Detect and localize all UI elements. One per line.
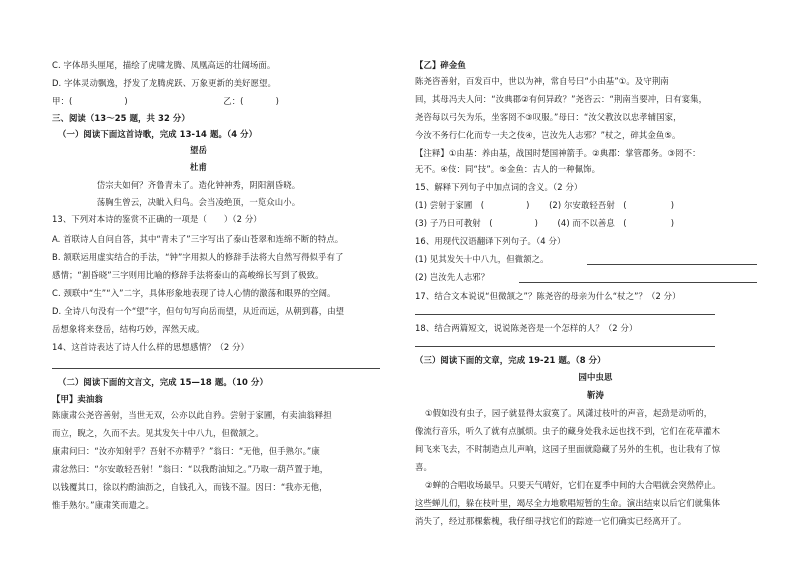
q16-item: (1) 见其发矢十中八九，但微颔之。 (415, 254, 549, 264)
sub-section-one-heading: （一）阅读下面这首诗歌，完成 13-14 题。（4 分） (58, 129, 258, 139)
essay-line-underlined: 这些蝉儿们，躲在枝叶里，竭尽全力地歌唱短暂的生命。演出结束以后它们就集体 (415, 498, 721, 508)
underline-mark (415, 509, 653, 510)
passage-yi-line: 回，其母冯夫人问：“汝典郡②有何异政？”尧咨云：“荆南当要冲，日有宴集， (415, 94, 708, 104)
q15-item-2: (2) 尔安敢轻吾射 ( (549, 200, 627, 210)
passage-jia-line: 陈康肃公尧咨善射，当世无双，公亦以此自矜。尝射于家圃，有卖油翁释担 (52, 410, 332, 420)
q13-option: C. 颈联中“生”“入”二字，具体形象地表现了诗人心情的激荡和眼界的空阔。 (52, 288, 336, 298)
notes-line: 【注释】①由基：养由基，战国时楚国神箭手。②典郡：掌管郡务。③罔不： (415, 148, 701, 158)
passage-yi-line: 陈尧咨善射，百发百中，世以为神，常自号曰“小由基”①。及守荆南 (415, 76, 669, 86)
poem-line: 岱宗夫如何？齐鲁青未了。造化钟神秀，阴阳割昏晓。 (96, 180, 301, 190)
passage-jia-label: 【甲】卖油翁 (52, 394, 103, 404)
q13-option: A. 首联诗人自问自答，其中“青未了”三字写出了泰山苍翠和连绵不断的特点。 (52, 234, 344, 244)
poem-author: 杜甫 (190, 162, 207, 172)
passage-jia-line: 康肃问曰：“汝亦知射乎？吾射不亦精乎？”翁曰：“无他，但手熟尔。”康 (52, 446, 320, 456)
passage-yi-label: 【乙】碎金鱼 (415, 60, 466, 70)
answer-rule (415, 314, 715, 315)
q15-row (415, 218, 674, 229)
poem-line: 荡胸生曾云，决眦入归鸟。会当凌绝顶，一览众山小。 (96, 197, 301, 207)
q13-option: 岳想象将来登岳，结构巧妙，浑然天成。 (52, 324, 205, 334)
sub-section-three-heading: （三）阅读下面的文章，完成 19-21 题。（8 分） (415, 355, 606, 365)
passage-yi-line: 今汝不务行仁化而专一夫之伎④，岂汝先人志邪？”杖之，碎其金鱼⑤。 (415, 130, 681, 140)
question-14: 14、这首诗表达了诗人什么样的思想感情？（2 分） (52, 342, 250, 352)
q13-option: B. 颔联运用虚实结合的手法，“钟”字用拟人的修辞手法将大自然写得似乎有了 (52, 252, 344, 262)
notes-line: 无不。④伎：同“技”。⑤金鱼：古人的一种佩饰。 (415, 164, 601, 174)
question-15: 15、解释下列句子中加点词的含义。（2 分） (415, 182, 583, 192)
q16-item: (2) 岂汝先人志邪？ (415, 272, 490, 282)
jia-close: ) (124, 96, 128, 106)
answer-rule (519, 282, 757, 283)
passage-jia-line: 肃忿然曰：“尔安敢轻吾射！”翁曰：“以我酌油知之。”乃取一葫芦置于地， (52, 464, 329, 474)
q15-item-4: (4) 而不以善息 ( (557, 218, 627, 228)
option-c: C. 字体昂头厘尾，描绘了虎啸龙腾、凤凰高远的壮阔场面。 (52, 60, 276, 70)
q15-item-4-close: ) (670, 218, 675, 228)
q15-item-1: (1) 尝射于家圃 ( (415, 200, 485, 210)
essay-author: 靳涛 (587, 390, 604, 400)
jia-label: 甲：( (52, 96, 73, 106)
q15-item-2-close: ) (670, 200, 675, 210)
passage-jia-line: 而立，睨之，久而不去。见其发矢十中八九，但微颔之。 (52, 428, 264, 438)
essay-title: 园中虫思 (578, 372, 613, 382)
passage-jia-line: 惟手熟尔。”康肃笑而遣之。 (52, 500, 154, 510)
q15-item-3-close: ) (534, 218, 538, 228)
answer-rule (587, 264, 757, 265)
poem-title: 望岳 (190, 145, 207, 155)
q15-item-3: (3) 子乃日可教射 ( (415, 218, 493, 228)
question-17: 17、结合文本说说“但微颔之”？陈尧咨的母亲为什么“杖之”？（2 分） (415, 291, 681, 301)
essay-line: 消失了，经过那棵紫槐，我仔细寻找它们的踪迹一它们确实已经离开了。 (415, 516, 687, 526)
passage-yi-line: 尧咨每以弓矢为乐，坐客罔不③叹服。”母曰：“汝父教汝以忠孝辅国家， (415, 112, 682, 122)
answer-rule (52, 368, 380, 369)
q15-item-1-close: ) (526, 200, 530, 210)
yi-label: 乙：( (223, 96, 244, 106)
question-13: 13、下列对本诗的鉴赏不正确的一项是（ ）（2 分） (52, 214, 262, 224)
essay-line: ②蝉的合唱收场最早。只要天气晴好，它们在夏季中间的大合唱就会突然停止。 (425, 480, 721, 490)
essay-line: ①假如没有虫子，园子就显得太寂寞了。风潇过枝叶的声音，起劲是动听的， (425, 408, 713, 418)
essay-line: 喜。 (415, 462, 432, 472)
passage-jia-line: 以钱覆其口，徐以杓酌油沥之，自钱孔入，而钱不湿。因曰：“我亦无他， (52, 482, 328, 492)
question-18: 18、结合两篇短文，说说陈尧咨是一个怎样的人？（2 分） (415, 323, 638, 333)
q13-option: D. 全诗八句没有一个“望”字，但句句写向岳而望，从近而远，从朝到暮，由望 (52, 306, 345, 316)
answer-line (52, 96, 279, 107)
yi-close: ) (275, 96, 279, 106)
q15-row (415, 200, 674, 211)
essay-line: 像流行音乐，听久了就有点腻烦。虫子的藏身处我永远也找不到，它们在花草灌木 (415, 426, 721, 436)
section-three-heading: 三、阅读（13～25 题，共 32 分） (52, 113, 190, 123)
q13-option: 感情；“割昏晓”三字则用比喻的修辞手法将泰山的高峻绵长写到了极致。 (52, 270, 324, 280)
answer-rule (415, 346, 715, 347)
question-16: 16、用现代汉语翻译下列句子。（4 分） (415, 236, 566, 246)
sub-section-two-heading: （二）阅读下面的文言文，完成 15—18 题。（10 分） (58, 377, 268, 387)
option-d: D. 字体灵动飘逸，抒发了龙腾虎跃、万象更新的美好愿望。 (52, 78, 276, 88)
essay-line: 间飞来飞去，不时制造点儿声响，这园子里面就隐藏了另外的生机，也让我有了惊 (415, 444, 721, 454)
